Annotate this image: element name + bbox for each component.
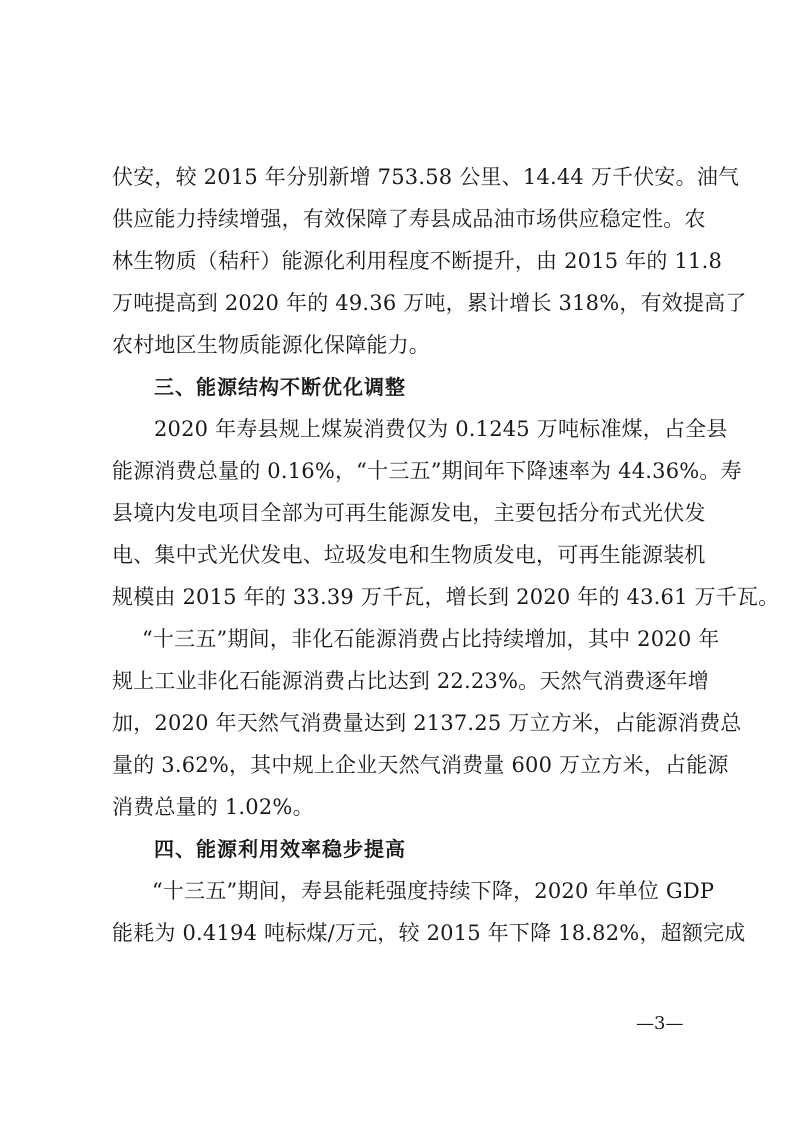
body-line: 2020 年寿县规上煤炭消费仅为 0.1245 万吨标准煤，占全县 — [154, 417, 728, 441]
section-heading: 四、能源利用效率稳步提高 — [154, 837, 406, 861]
page-number: —3— — [636, 1013, 684, 1034]
body-line: 规模由 2015 年的 33.39 万千瓦，增长到 2020 年的 43.61 万千瓦。 — [112, 585, 780, 609]
body-line: 供应能力持续增强，有效保障了寿县成品油市场供应稳定性。农 — [112, 207, 706, 231]
body-line: 消费总量的 1.02%。 — [112, 795, 314, 819]
body-line: “十三五”期间，寿县能耗强度持续下降，2020 年单位 GDP — [152, 879, 715, 903]
body-line: 万吨提高到 2020 年的 49.36 万吨，累计增长 318%，有效提高了 — [112, 291, 747, 315]
body-line: 县境内发电项目全部为可再生能源发电，主要包括分布式光伏发 — [112, 501, 706, 525]
body-line: 规上工业非化石能源消费占比达到 22.23%。天然气消费逐年增 — [112, 669, 709, 693]
body-line: 林生物质（秸秆）能源化利用程度不断提升，由 2015 年的 11.8 — [112, 249, 723, 273]
body-line: 量的 3.62%，其中规上企业天然气消费量 600 万立方米，占能源 — [112, 753, 729, 777]
body-line: 加，2020 年天然气消费量达到 2137.25 万立方米，占能源消费总 — [112, 711, 742, 735]
body-line: 伏安，较 2015 年分别新增 753.58 公里、14.44 万千伏安。油气 — [112, 165, 740, 189]
section-heading: 三、能源结构不断优化调整 — [154, 375, 406, 399]
body-line: 能耗为 0.4194 吨标煤/万元，较 2015 年下降 18.82%，超额完成 — [112, 921, 746, 945]
body-line: 农村地区生物质能源化保障能力。 — [112, 333, 430, 357]
body-line: “十三五”期间，非化石能源消费占比持续增加，其中 2020 年 — [142, 627, 720, 651]
body-line: 电、集中式光伏发电、垃圾发电和生物质发电，可再生能源装机 — [112, 543, 706, 567]
body-line: 能源消费总量的 0.16%，“十三五”期间年下降速率为 44.36%。寿 — [112, 459, 742, 483]
